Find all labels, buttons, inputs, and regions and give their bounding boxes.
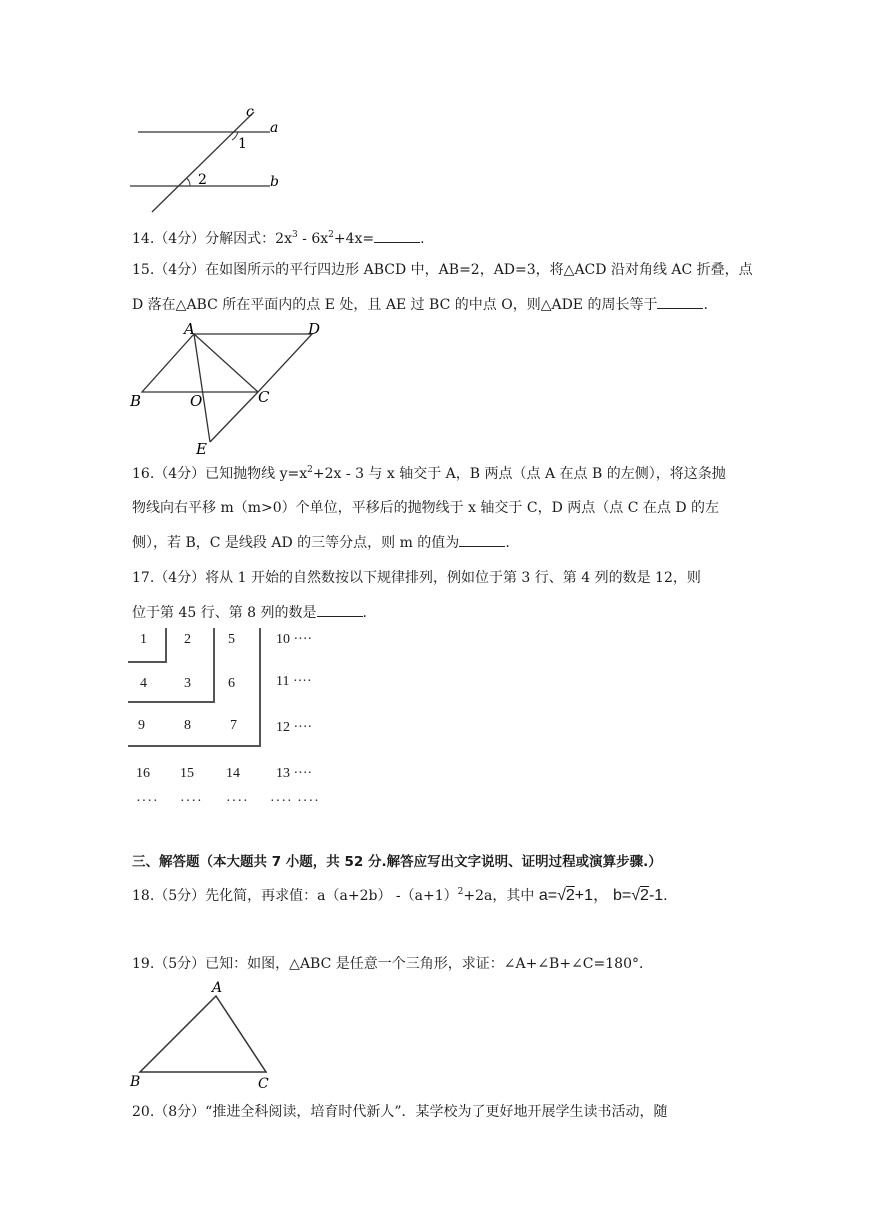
segment-ae	[194, 334, 210, 442]
question-15-line2	[132, 294, 708, 315]
question-17-line1: 17.（4分）将从 1 开始的自然数按以下规律排列，例如位于第 3 行、第 4 列的数是 12，则	[132, 570, 701, 586]
triangle-abc	[140, 996, 266, 1072]
grid-dots: ····	[180, 794, 203, 809]
sqrt-icon: √	[557, 887, 566, 904]
grid-dots: ····	[226, 794, 249, 809]
grid-cell: 11 ····	[276, 674, 312, 689]
grid-cell: 9	[138, 718, 145, 733]
q18-sup: 2	[457, 887, 464, 897]
question-20: 20.（8分）“推进全科阅读，培育时代新人”．某学校为了更好地开展学生读书活动，随	[132, 1104, 668, 1120]
grid-cell: 16	[136, 766, 150, 781]
sqrt-icon: √	[631, 887, 641, 904]
question-18	[132, 886, 668, 906]
grid-cell: 13 ····	[276, 766, 313, 781]
grid-cell: 5	[228, 632, 235, 647]
parallelogram-figure	[128, 318, 338, 458]
label-a: a	[270, 120, 279, 136]
label-B: B	[130, 1074, 141, 1090]
grid-cell: 1	[140, 632, 147, 647]
q14-text-a: 14.（4分）分解因式：2x	[132, 231, 292, 247]
grid-cell: 10 ····	[276, 632, 313, 647]
grid-dots: ····	[136, 794, 159, 809]
q18-b-value: b=√2-1.	[613, 887, 668, 904]
q14-answer-blank[interactable]	[374, 228, 420, 243]
q16-sup: 2	[307, 465, 313, 475]
q14-end: .	[420, 231, 425, 247]
q16-end: .	[505, 535, 510, 551]
label-c: c	[246, 104, 254, 120]
parallel-lines-figure	[120, 100, 300, 220]
q14-sup1: 3	[291, 230, 298, 240]
grid-bracket-1	[128, 628, 166, 662]
q14-sup2: 2	[328, 230, 334, 240]
q18-text: 18.（5分）先化简，再求值：a（a+2b） -（a+1）	[132, 888, 458, 904]
line-c	[152, 112, 254, 212]
grid-dots: ···· ····	[270, 794, 320, 809]
q17-answer-blank[interactable]	[317, 602, 363, 617]
segment-ce	[210, 392, 258, 442]
q15-line2-text: D 落在△ABC 所在平面内的点 E 处，且 AE 过 BC 的中点 O，则△ADE 的周长等于	[132, 297, 658, 313]
q16-line1-b: +2x - 3 与 x 轴交于 A，B 两点（点 A 在点 B 的左侧），将这条抛	[312, 466, 726, 482]
grid-cell: 7	[230, 718, 237, 733]
q18-a-value: a=√2+1，	[538, 887, 609, 904]
q16-line1-a: 16.（4分）已知抛物线 y=x	[132, 466, 308, 482]
label-O: O	[190, 392, 203, 410]
label-1: 1	[238, 136, 247, 152]
q16-line3-text: 侧），若 B，C 是线段 AD 的三等分点，则 m 的值为	[132, 535, 460, 551]
grid-cell: 15	[180, 766, 194, 781]
question-15-line1: 15.（4分）在如图所示的平行四边形 ABCD 中，AB=2，AD=3，将△ACD 沿对角线 AC 折叠，点	[132, 262, 753, 278]
q16-answer-blank[interactable]	[459, 532, 505, 547]
grid-cell: 14	[226, 766, 240, 781]
label-E: E	[196, 440, 207, 458]
grid-cell: 6	[228, 676, 235, 691]
label-B: B	[130, 392, 142, 410]
question-16-line2: 物线向右平移 m（m>0）个单位，平移后的抛物线于 x 轴交于 C，D 两点（点 C 在点 D 的左	[132, 500, 720, 516]
grid-bracket-3	[128, 628, 260, 746]
label-C: C	[258, 388, 270, 406]
q14-text-b: - 6x	[297, 231, 329, 247]
grid-cell: 2	[184, 632, 191, 647]
section-3-heading: 三、解答题（本大题共 7 小题，共 52 分.解答应写出文字说明、证明过程或演算步骤.）	[132, 854, 662, 870]
q17-end: .	[362, 605, 367, 621]
question-17-line2	[132, 602, 367, 623]
q15-end: .	[703, 297, 708, 313]
label-2: 2	[198, 172, 207, 188]
label-D: D	[308, 320, 321, 338]
q17-line2-text: 位于第 45 行、第 8 列的数是	[132, 605, 317, 621]
parallelogram-abcd	[142, 334, 312, 392]
q15-answer-blank[interactable]	[657, 294, 703, 309]
triangle-figure	[128, 982, 288, 1092]
grid-cell: 8	[184, 718, 191, 733]
diagonal-ac	[194, 334, 258, 392]
label-A: A	[212, 980, 223, 996]
question-14	[132, 228, 425, 249]
angle-2-arc	[186, 178, 190, 186]
grid-cell: 4	[140, 676, 147, 691]
grid-cell: 3	[184, 676, 191, 691]
label-A: A	[184, 320, 195, 338]
question-19: 19.（5分）已知：如图，△ABC 是任意一个三角形，求证：∠A+∠B+∠C=180°．	[132, 956, 653, 972]
q18-text2: +2a，其中	[463, 888, 539, 904]
question-16-line3	[132, 532, 510, 553]
q14-text-c: +4x=	[333, 231, 375, 247]
question-16-line1	[132, 464, 726, 484]
label-b: b	[270, 174, 279, 190]
label-C: C	[258, 1076, 269, 1092]
grid-cell: 12 ····	[276, 720, 313, 735]
